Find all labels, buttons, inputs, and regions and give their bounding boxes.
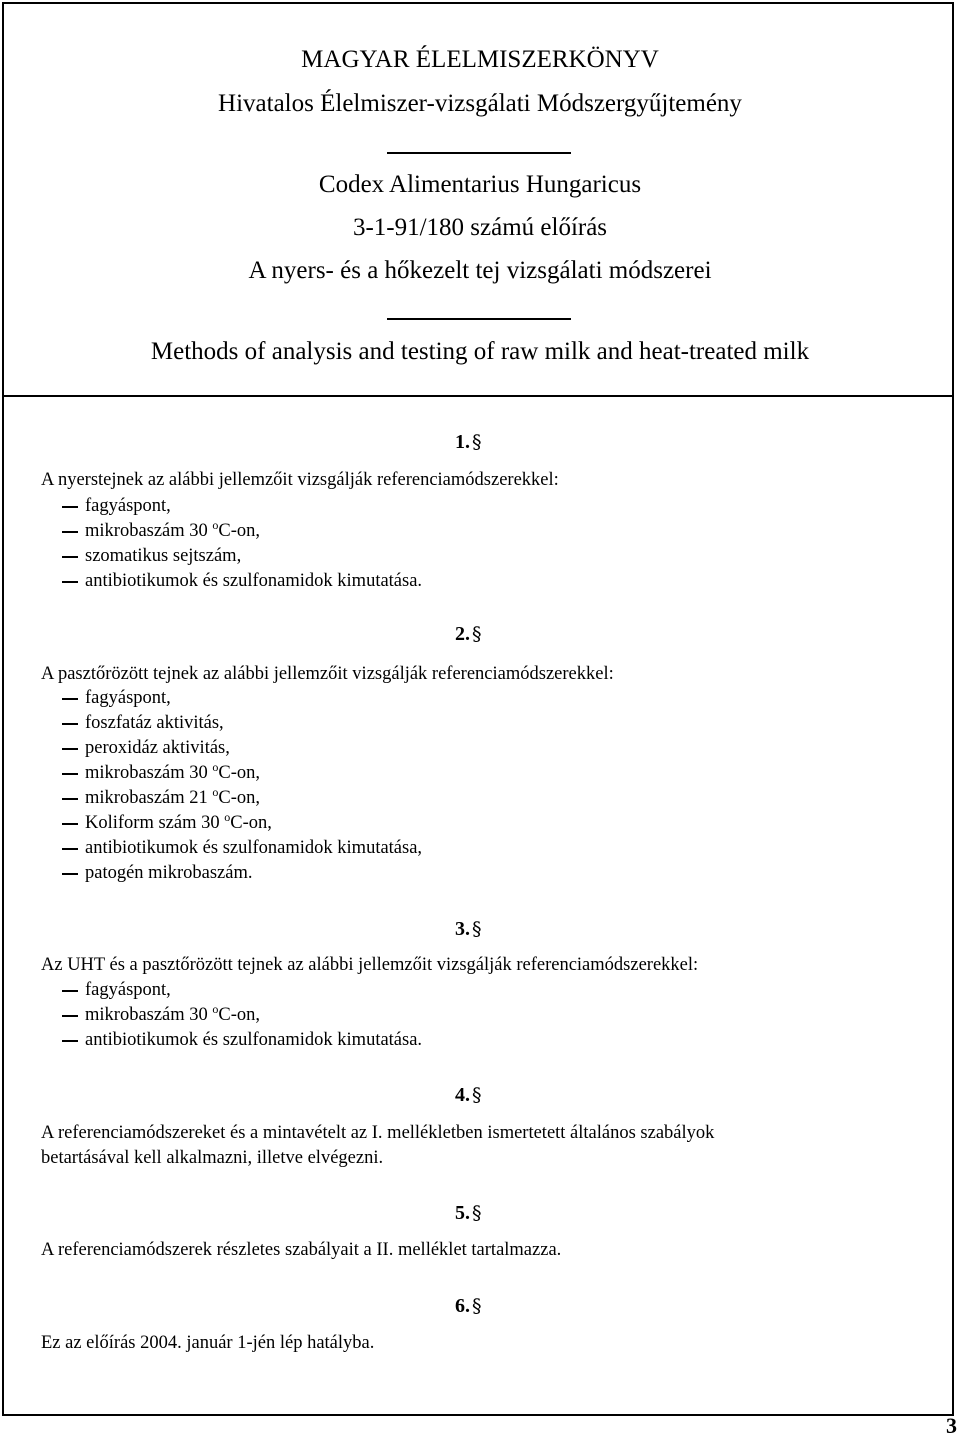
section-3-intro: Az UHT és a pasztőrözött tejnek az alábbi jellemzőit vizsgálják referenciamódszerekkel: xyxy=(41,955,699,975)
section-1-intro: A nyerstejnek az alábbi jellemzőit vizsgálják referenciamódszerekkel: xyxy=(41,470,559,490)
section-4-heading: 4. § xyxy=(455,1084,482,1106)
section-2-intro: A pasztőrözött tejnek az alábbi jellemzőit vizsgálják referenciamódszerekkel: xyxy=(41,664,614,684)
list-item: antibiotikumok és szulfonamidok kimutatása. xyxy=(85,571,423,591)
header-divider-2 xyxy=(387,318,571,320)
document-header xyxy=(2,2,954,397)
list-item: peroxidáz aktivitás, xyxy=(85,738,230,758)
section-4-text-line-2: betartásával kell alkalmazni, illetve elvégezni. xyxy=(41,1148,384,1168)
decree-number: 3-1-91/180 számú előírás xyxy=(352,214,608,241)
list-item: mikrobaszám 30 $^o$C-on, xyxy=(85,1002,261,1025)
list-item: fagyáspont, xyxy=(85,688,171,708)
header-divider-1 xyxy=(387,152,571,154)
section-2-heading: 2. § xyxy=(455,623,482,645)
codex-title: Codex Alimentarius Hungaricus xyxy=(318,171,642,198)
page-number: 3 xyxy=(946,1413,957,1438)
hungarian-title: A nyers- és a hőkezelt tej vizsgálati módszerei xyxy=(248,257,712,284)
list-item: antibiotikumok és szulfonamidok kimutatása, xyxy=(85,838,423,858)
list-item: Koliform szám 30 $^o$C-on, xyxy=(85,810,272,833)
section-4-text-line-1: A referenciamódszereket és a mintavételt az I. mellékletben ismertetett általános szabályok xyxy=(41,1123,715,1143)
list-item: mikrobaszám 30 $^o$C-on, xyxy=(85,518,261,541)
section-1-heading: 1. § xyxy=(455,431,482,453)
document-title: MAGYAR ÉLELMISZERKÖNYV xyxy=(301,46,659,73)
list-item: antibiotikumok és szulfonamidok kimutatása. xyxy=(85,1030,423,1050)
list-item: szomatikus sejtszám, xyxy=(85,546,242,566)
list-item: patogén mikrobaszám. xyxy=(85,863,253,883)
list-item: mikrobaszám 21 $^o$C-on, xyxy=(85,785,261,808)
section-5-text: A referenciamódszerek részletes szabályait a II. melléklet tartalmazza. xyxy=(41,1240,562,1260)
section-6-heading: 6. § xyxy=(455,1295,482,1317)
list-item: mikrobaszám 30 $^o$C-on, xyxy=(85,760,261,783)
english-title: Methods of analysis and testing of raw milk and heat-treated milk xyxy=(150,338,810,365)
document-subtitle: Hivatalos Élelmiszer-vizsgálati Módszergyűjtemény xyxy=(218,90,742,117)
list-item: foszfatáz aktivitás, xyxy=(85,713,224,733)
section-6-text: Ez az előírás 2004. január 1-jén lép hatályba. xyxy=(41,1333,375,1353)
list-item: fagyáspont, xyxy=(85,980,171,1000)
section-3-heading: 3. § xyxy=(455,918,482,940)
section-5-heading: 5. § xyxy=(455,1202,482,1224)
list-item: fagyáspont, xyxy=(85,496,171,516)
